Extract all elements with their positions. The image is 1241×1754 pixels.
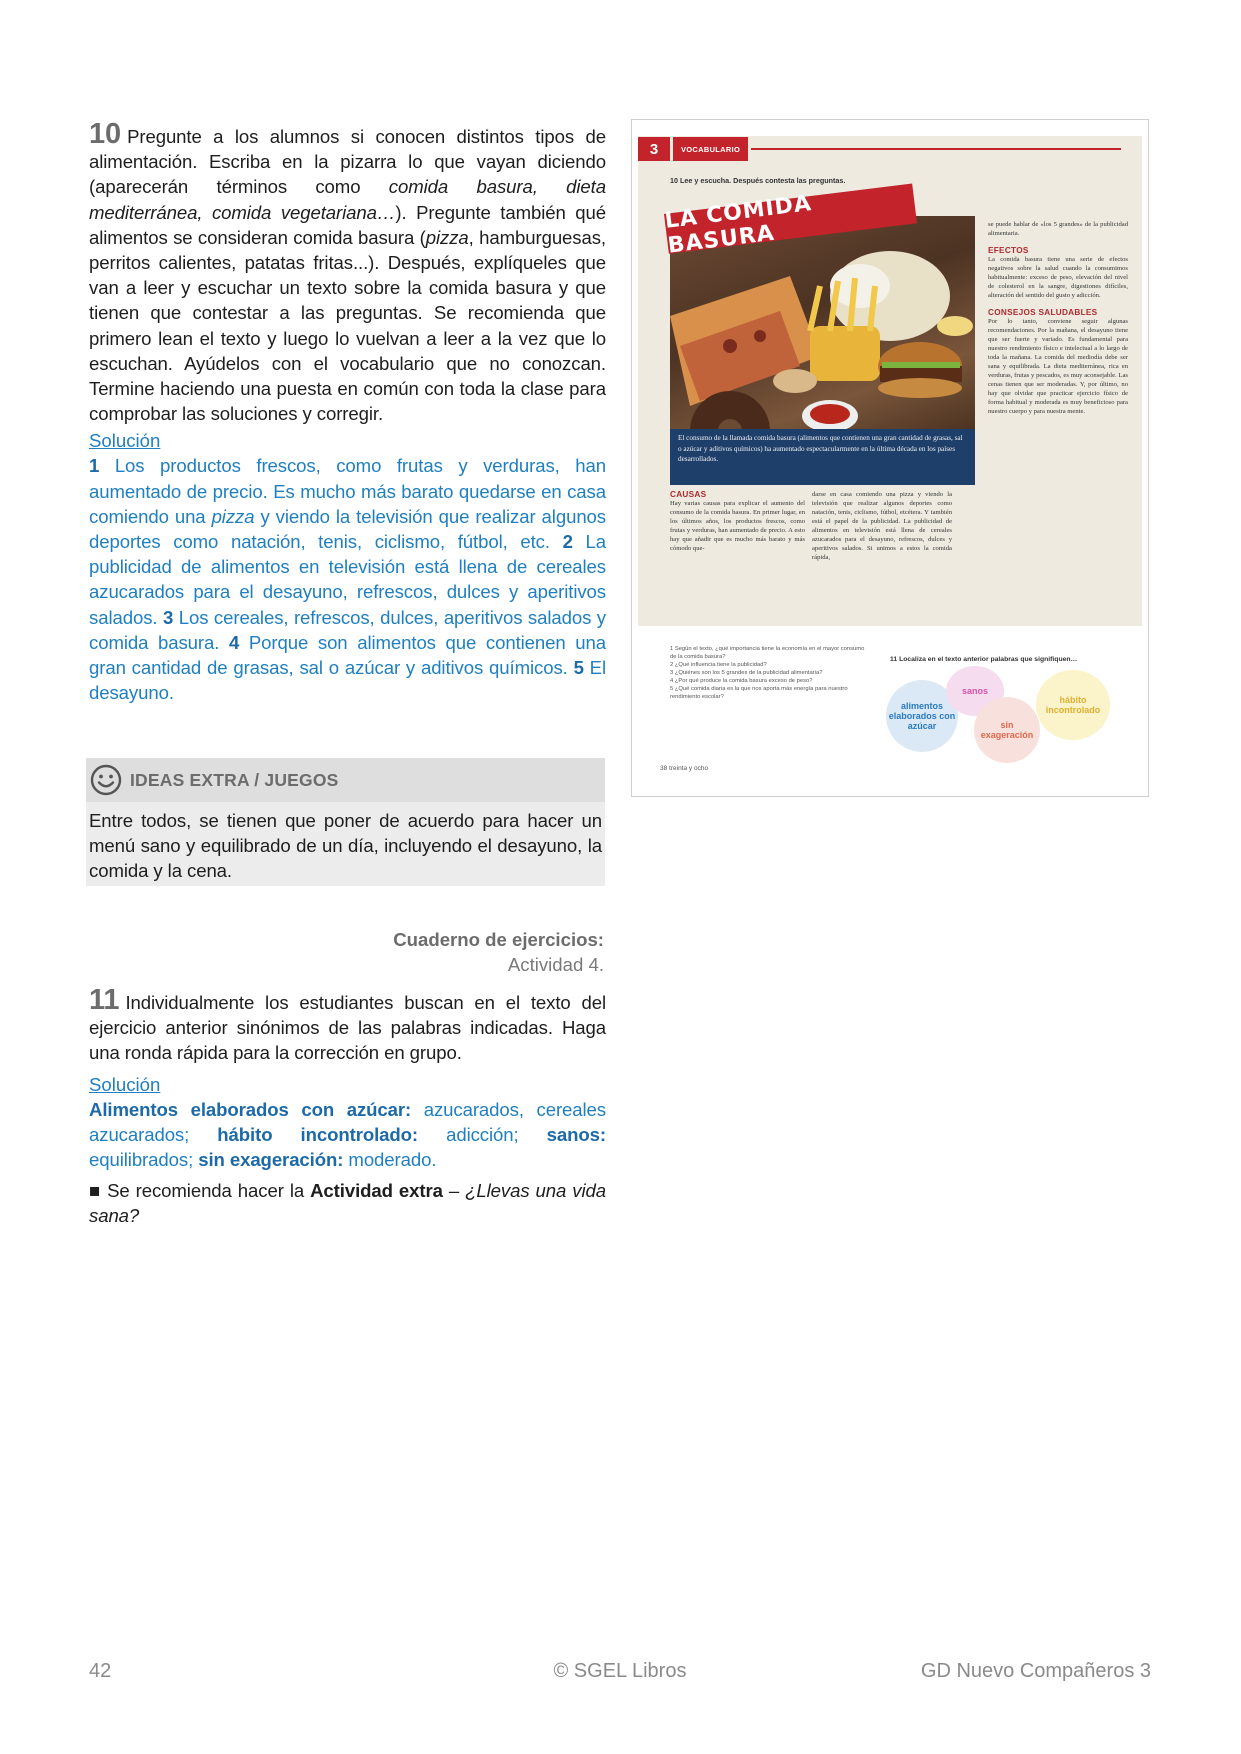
unit-tag — [638, 137, 748, 161]
questions-list — [670, 645, 865, 701]
page-label: 38 treinta y ocho — [660, 765, 709, 772]
activity-note: ■ Se recomienda hacer la Actividad extra – ¿Llevas una vida sana? — [89, 1180, 606, 1227]
exercise-11 — [89, 984, 607, 1229]
bubble-sin-exageracion: sin exageración — [974, 697, 1040, 763]
textbook-page-thumbnail — [631, 119, 1149, 797]
headline-banner: LA COMIDA BASURA — [664, 184, 917, 254]
exercise-number: 11 — [89, 984, 120, 1016]
solution-link[interactable]: Solución — [89, 1073, 161, 1095]
causas-column-2: darse en casa comiendo una pizza y viendo la televisión que realizar algunos deportes como natación, tenis, ciclismo, fútbol, etcétera. Y también está el papel de la publicidad. La publicidad de alimentos en televisión está llena de cereales azucarados para el desayuno, refrescos, dulces y aperitivos salados. Si unimos a estos la comida rápida, — [812, 491, 952, 561]
consejos-heading: CONSEJOS SALUDABLES — [988, 308, 1098, 317]
unit-number: 3 — [638, 137, 670, 161]
question-item: 1 Según el texto, ¿qué importancia tiene la economía en el mayor consumo de la comida basura? — [670, 646, 865, 660]
smiley-icon — [90, 764, 122, 796]
exercise-10 — [89, 118, 607, 705]
question-item: 4 ¿Por qué produce la comida basura exceso de peso? — [670, 678, 813, 684]
footer-page-number: 42 — [89, 1660, 112, 1682]
bubble-sanos: sanos — [946, 666, 1004, 716]
solution-text: 1 Los productos frescos, como frutas y verduras, han aumentado de precio. Es mucho más barato quedarse en casa comiendo una pizza y viendo la televisión que realizar algunos deportes como natación, tenis, ciclismo, fútbol, etc. 2 La publicidad de alimentos en televisión está llena de cereales azucarados para el desayuno, refrescos, dulces y aperitivos salados. 3 Los cereales, refrescos, dulces, aperitivos salados y comida basura. 4 Porque son alimentos que contienen una gran cantidad de grasas, sal o azúcar y aditivos químicos. 5 El desayuno. — [89, 455, 607, 704]
question-item: 2 ¿Qué influencia tiene la publicidad? — [670, 662, 767, 668]
exercise-11-title: 11 Localiza en el texto anterior palabras que signifiquen… — [890, 656, 1078, 663]
efectos-text: La comida basura tiene una serie de efectos negativos sobre la salud cuando la consumimos habitualmente: exceso de peso, elevación del nivel de colesterol en la sangre, digestiones difíciles, alteración del sentido del gusto y adicción. — [988, 256, 1128, 299]
causas-heading: CAUSAS — [670, 490, 707, 499]
right-column — [988, 220, 1128, 416]
section-label: VOCABULARIO — [673, 137, 748, 161]
exercise-11-text — [89, 984, 606, 1066]
solution-link[interactable]: Solución — [89, 430, 161, 452]
exercise-10-text — [89, 118, 607, 426]
exercise-10-body: Pregunte a los alumnos si conocen distintos tipos de alimentación. Escriba en la pizarra lo que vayan diciendo (aparecerán términos como comida basura, dieta mediterránea, comida vegetariana…). Pregunte también qué alimentos se consideran comida basura (pizza, hamburguesas, perritos calientes, patatas fritas...). Después, explíqueles que van a leer y escuchar un texto sobre la comida basura y que tienen que contestar a las preguntas. Se recomienda que primero lean el texto y luego lo vuelvan a leer a la vez que lo escuchan. Ayúdelos con el vocabulario que no conozcan. Termine haciendo una puesta en común con toda la clase para comprobar las soluciones y corregir. — [89, 126, 607, 425]
exercise-number: 10 — [89, 118, 122, 150]
cuaderno-activity: Actividad 4. — [507, 954, 604, 975]
solution-text: Alimentos elaborados con azúcar: azucarados, cereales azucarados; hábito incontrolado: adicción; sanos: equilibrados; sin exageración: moderado. — [89, 1098, 607, 1171]
footer-book-title: GD Nuevo Compañeros 3 — [920, 1660, 1151, 1682]
bubble-habito: hábito incontrolado — [1036, 670, 1110, 740]
question-item: 3 ¿Quiénes son los 5 grandes de la publicidad alimentaria? — [670, 670, 823, 676]
bubble-alimentos: alimentos elaborados con azúcar — [886, 680, 958, 752]
footer-publisher: © SGEL Libros — [553, 1660, 687, 1682]
right-column-intro: se puede hablar de «los 5 grandes» de la publicidad alimentaria. — [988, 221, 1128, 237]
efectos-heading: EFECTOS — [988, 246, 1029, 255]
cuaderno-title: Cuaderno de ejercicios: — [393, 929, 604, 950]
section-rule — [751, 148, 1121, 150]
photo-caption: El consumo de la llamada comida basura (alimentos que contienen una gran cantidad de grasas, sal o azúcar y aditivos químicos) ha aumentado espectacularmente en la última década en los países desarrollados. — [670, 429, 975, 485]
consejos-text: Por lo tanto, conviene seguir algunas recomendaciones. Por la mañana, el desayuno tiene que ser fuerte y variado. Es fundamental para nuestro rendimiento físico e intelectual a lo largo de toda la mañana. La comida del mediodía debe ser sana y equilibrada. La dieta mediterránea, rica en verduras, frutas y pescados, es muy aconsejable. Las cenas tienen que ser moderadas. Y, por último, no hay que olvidar que practicar ejercicio físico de forma habitual y moderada es muy beneficioso para nuestro cuerpo y para nuestra mente. — [988, 318, 1128, 415]
exercise-11-body: Individualmente los estudiantes buscan en el texto del ejercicio anterior sinónimos de las palabras indicadas. Haga una ronda rápida para la corrección en grupo. — [89, 992, 606, 1064]
causas-column — [670, 490, 805, 553]
question-item: 5 ¿Qué comida diaria es la que nos aporta más energía para nuestro rendimiento escolar? — [670, 686, 848, 700]
causas-text: Hay varias causas para explicar el aumento del consumo de la comida basura. En primer lugar, en los últimos años, los productos frescos, como frutas y verduras, han aumentado de precio. A esto hay que añadir que es mucho más barato y más cómodo que- — [670, 500, 805, 552]
exercise-instruction: 10 Lee y escucha. Después contesta las preguntas. — [670, 176, 846, 185]
ideas-extra-text: Entre todos, se tienen que poner de acuerdo para hacer un menú sano y equilibrado de un día, incluyendo el desayuno, la comida y la cena. — [89, 810, 602, 882]
ideas-extra-box — [86, 758, 605, 886]
cuaderno-reference — [300, 927, 604, 977]
ideas-extra-title: IDEAS EXTRA / JUEGOS — [130, 769, 339, 790]
ideas-extra-header — [86, 758, 605, 802]
